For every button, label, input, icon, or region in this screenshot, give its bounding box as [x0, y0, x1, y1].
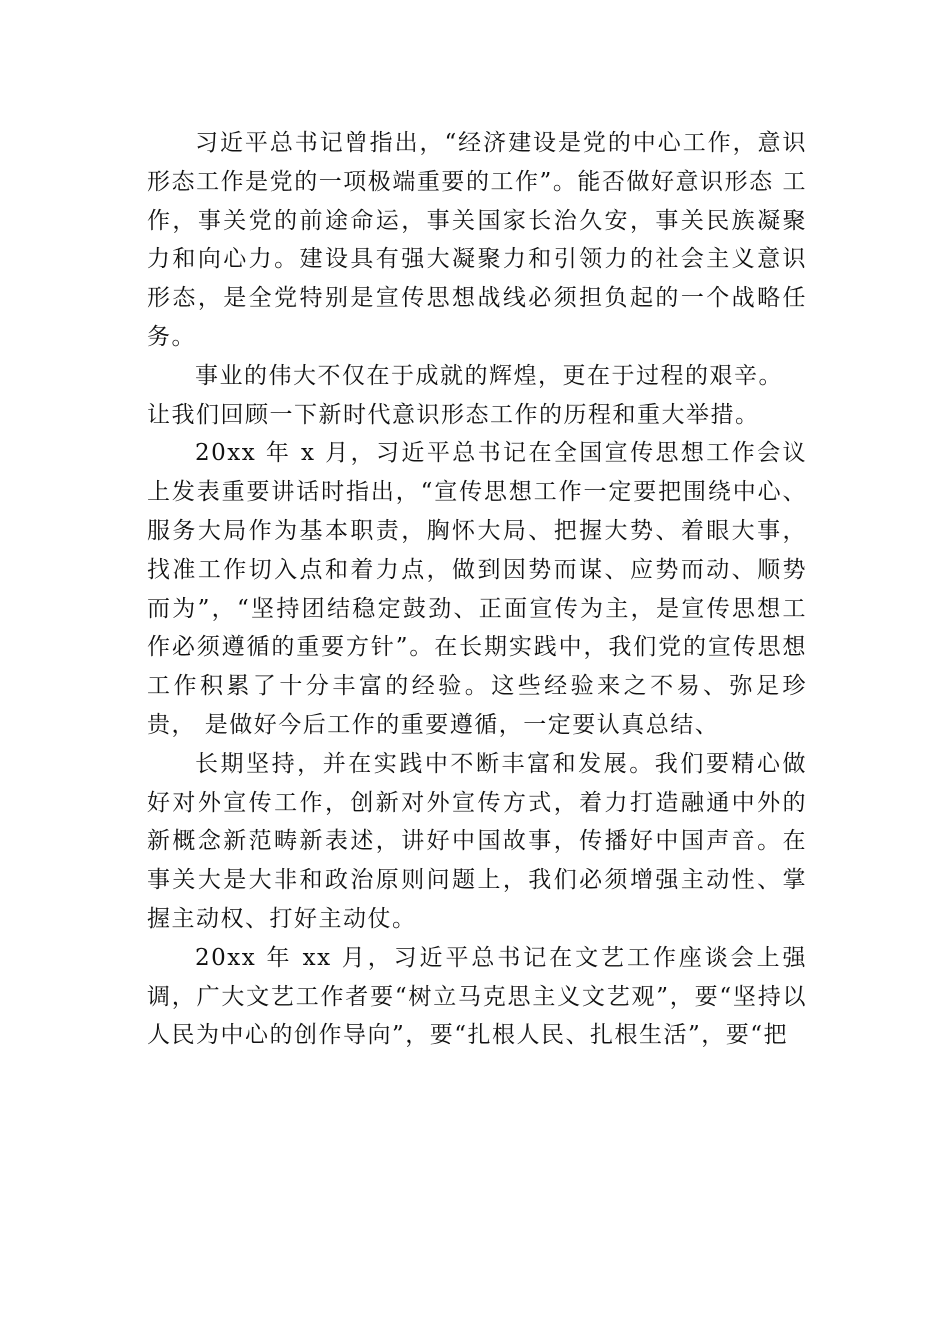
paragraph-2-continued: 让我们回顾一下新时代意识形态工作的历程和重大举措。 [147, 401, 760, 428]
paragraph-5: 20xx 年 xx 月，习近平总书记在文艺工作座谈会上强调，广大文艺工作者要“树立马克思主义文艺观”，要“坚持以人民为中心的创作导向”，要“扎根人民、扎根生活”，要“把 [147, 944, 807, 1049]
paragraph-4: 长期坚持，并在实践中不断丰富和发展。我们要精心做好对外宣传工作，创新对外宣传方式，着力打造融通中外的新概念新范畴新表述，讲好中国故事，传播好中国声音。在事关大是大非和政治原则问题上，我们必须增强主动性、掌握主动权、打好主动仗。 [147, 750, 807, 932]
document-body [147, 124, 807, 1055]
paragraph-3: 20xx 年 x 月，习近平总书记在全国宣传思想工作会议上发表重要讲话时指出，“宣传思想工作一定要把围绕中心、服务大局作为基本职责，胸怀大局、把握大势、着眼大事，找准工作切入点和着力点，做到因势而谋、应势而动、顺势而为”，“坚持团结稳定鼓劲、正面宣传为主，是宣传思想工作必须遵循的重要方针”。在长期实践中，我们党的宣传思想工作积累了十分丰富的经验。这些经验来之不易、弥足珍贵， 是做好今后工作的重要遵循，一定要认真总结、 [147, 440, 807, 738]
paragraph-2: 事业的伟大不仅在于成就的辉煌，更在于过程的艰辛。 [195, 362, 783, 389]
paragraph-1: 习近平总书记曾指出，“经济建设是党的中心工作，意识形态工作是党的一项极端重要的工作”。能否做好意识形态 工作，事关党的前途命运，事关国家长治久安，事关民族凝聚力和向心力。建设具有强大凝聚力和引领力的社会主义意识形态，是全党特别是宣传思想战线必须担负起的一个战略任务。 [147, 130, 807, 350]
